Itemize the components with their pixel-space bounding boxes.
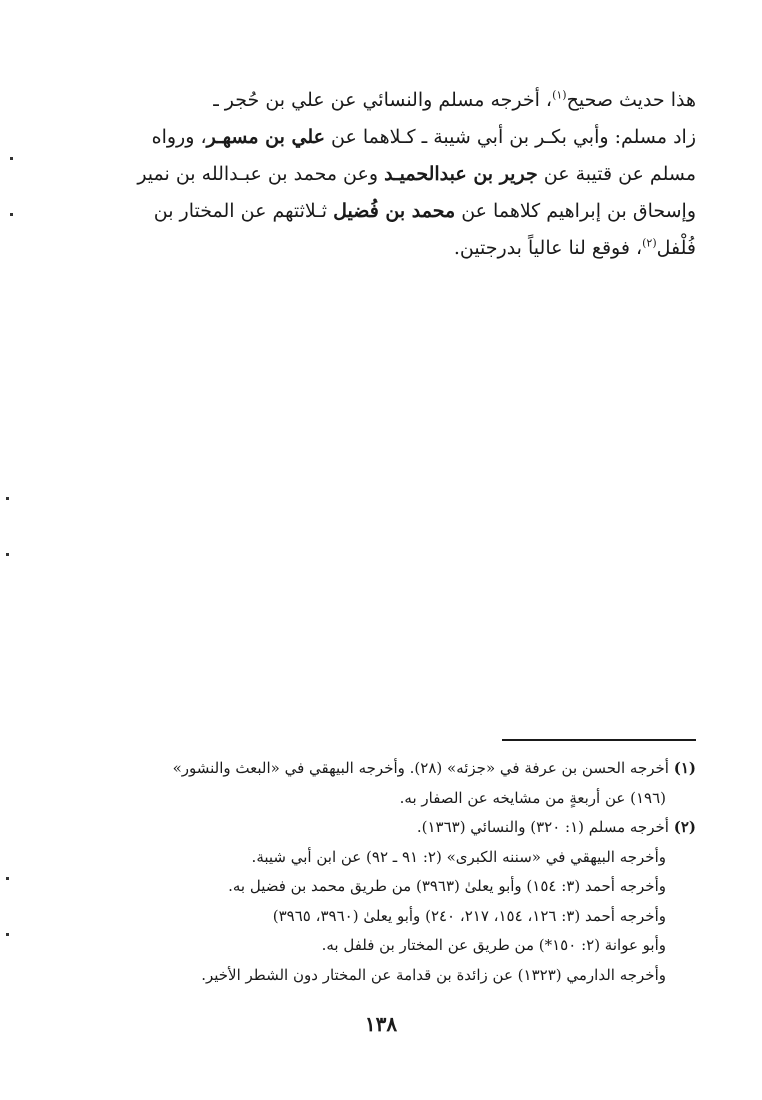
footnote-1-cont: (١٩٦) عن أربعةٍ من مشايخه عن الصفار به. xyxy=(399,788,666,807)
narrator-name: جرير بن عبدالحميـد xyxy=(384,163,538,185)
margin-mark xyxy=(6,877,9,880)
footnote-number: (٢) xyxy=(673,818,696,836)
main-line-3: مسلم عن قتيبة عن جرير بن عبدالحميـد وعن محمد بن عبـدالله بن نمير xyxy=(137,163,696,185)
margin-mark xyxy=(6,553,9,556)
main-text xyxy=(86,82,696,267)
main-line-2: زاد مسلم: وأبي بكـر بن أبي شيبة ـ كـلاهما عن علي بن مسهـر، ورواه xyxy=(151,126,696,148)
main-line-5: فُلْفل$^{(٢)}$، فوقع لنا عالياً بدرجتين. xyxy=(453,236,696,259)
margin-mark xyxy=(10,157,13,160)
footnote-2: (٢) أخرجه مسلم (١: ٣٢٠) والنسائي (١٣٦٣). xyxy=(416,818,696,836)
footnote-ref-2[interactable]: (٢) xyxy=(642,236,657,250)
margin-mark xyxy=(6,933,9,936)
footnote-2-line: وأخرجه أحمد (٣: ١٢٦، ١٥٤، ٢١٧، ٢٤٠) وأبو يعلىٰ (٣٩٦٠، ٣٩٦٥) xyxy=(272,906,666,925)
footnote-1: (١) أخرجه الحسن بن عرفة في «جزئه» (٢٨). وأخرجه البيهقي في «البعث والنشور» xyxy=(172,759,696,777)
footnotes xyxy=(86,754,696,990)
main-line-4: وإسحاق بن إبراهيم كلاهما عن محمد بن فُضيل ثـلاثتهم عن المختار بن xyxy=(153,200,696,222)
page-number: ١٣٨ xyxy=(364,1012,398,1036)
footnote-2-line: وأخرجه أحمد (٣: ١٥٤) وأبو يعلىٰ (٣٩٦٣) من طريق محمد بن فضيل به. xyxy=(228,877,666,895)
main-line-1: هذا حديث صحيح$^{(١)}$، أخرجه مسلم والنسائي عن علي بن حُجر ـ xyxy=(213,88,696,111)
footnote-number: (١) xyxy=(673,759,696,777)
margin-mark xyxy=(6,497,9,500)
footnote-2-line: وأخرجه الدارمي (١٣٢٣) عن زائدة بن قدامة عن المختار دون الشطر الأخير. xyxy=(201,965,666,984)
narrator-name: علي بن مسهـر xyxy=(206,126,325,148)
narrator-name: محمد بن فُضيل xyxy=(333,200,456,222)
footnote-ref-1[interactable]: (١) xyxy=(552,88,567,102)
footnote-2-line: وأخرجه البيهقي في «سننه الكبرى» (٢: ٩١ ـ ٩٢) عن ابن أبي شيبة. xyxy=(251,847,666,866)
footnote-2-line: وأبو عوانة (٢: ١٥٠*) من طريق عن المختار بن فلفل به. xyxy=(321,936,666,954)
margin-mark xyxy=(10,213,13,216)
footnote-separator xyxy=(502,739,696,741)
